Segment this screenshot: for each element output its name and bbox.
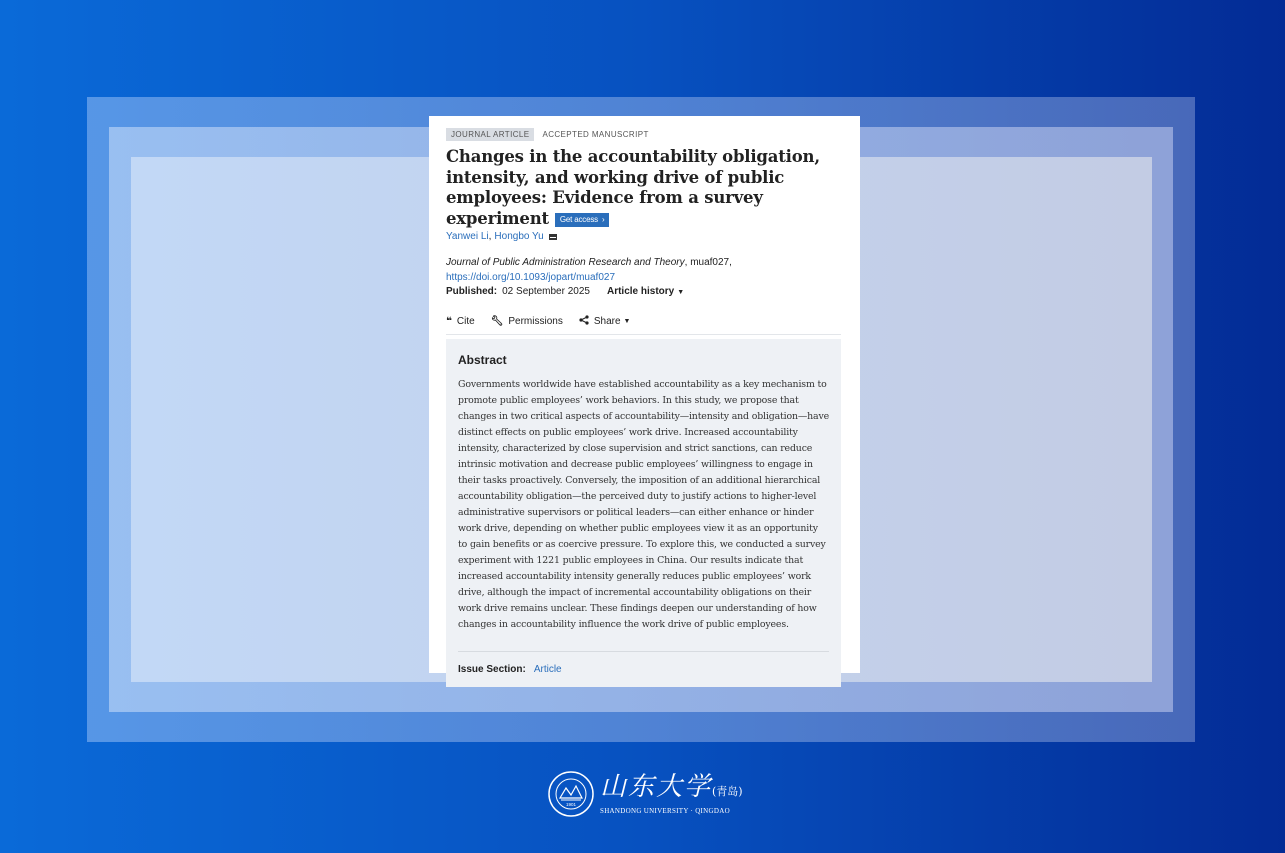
get-access-button[interactable] xyxy=(555,213,610,227)
published-date: 02 September 2025 xyxy=(502,286,590,297)
logo-wordmark xyxy=(600,773,743,815)
envelope-icon[interactable] xyxy=(549,234,557,240)
wrench-icon: 🔧︎ xyxy=(490,316,504,327)
journal-citation xyxy=(446,257,841,268)
share-button[interactable] xyxy=(579,315,631,328)
publication-info xyxy=(446,286,841,297)
author-separator: , xyxy=(488,231,492,242)
article-actions xyxy=(446,315,841,335)
logo-english-name: SHANDONG UNIVERSITY · QINGDAO xyxy=(600,807,730,815)
issue-section xyxy=(458,664,829,675)
share-label: Share xyxy=(593,316,621,327)
article-tags xyxy=(446,128,841,141)
caret-down-icon: ▼ xyxy=(677,289,685,296)
journal-name: Journal of Public Administration Research and Theory xyxy=(446,257,685,268)
share-icon xyxy=(579,315,589,328)
quote-icon: ❝ xyxy=(446,316,452,327)
tag-journal-article: JOURNAL ARTICLE xyxy=(446,128,534,141)
cite-label: Cite xyxy=(456,316,475,327)
article-card xyxy=(429,116,860,673)
issue-section-label: Issue Section: xyxy=(458,664,526,675)
abstract-panel xyxy=(446,339,841,687)
article-title-text: Changes in the accountability obligation, intensity, and working drive of public employees: Evidence from a survey experiment xyxy=(446,147,820,228)
issue-section-link[interactable]: Article xyxy=(533,664,562,675)
article-history-toggle[interactable] xyxy=(607,286,684,297)
get-access-label: Get access xyxy=(559,214,598,224)
seal-year: 1901 xyxy=(565,802,577,807)
university-seal-icon xyxy=(548,771,594,817)
doi-link[interactable]: https://doi.org/10.1093/jopart/muaf027 xyxy=(446,272,616,283)
permissions-button[interactable] xyxy=(491,316,563,327)
chevron-right-icon: › xyxy=(601,214,605,224)
university-logo xyxy=(548,770,748,818)
article-title xyxy=(446,147,841,229)
logo-chinese-name xyxy=(600,773,743,806)
journal-article-id: , muaf027, xyxy=(684,257,732,268)
author-link[interactable]: Hongbo Yu xyxy=(494,231,544,242)
logo-chinese-main: 山东大学 xyxy=(600,772,713,802)
divider xyxy=(458,651,829,652)
author-link[interactable]: Yanwei Li xyxy=(446,231,489,242)
abstract-heading: Abstract xyxy=(458,353,507,367)
abstract-body: Governments worldwide have established accountability as a key mechanism to promote public employees’ work behaviors. In this study, we propose that changes in two critical aspects of accountability—intensity and obligation—have distinct effects on public employees’ work drive. Increased accountability intensity, characterized by close supervision and strict sanctions, can reduce intrinsic motivation and decrease public employees’ willingness to engage in their tasks proactively. Conversely, the imposition of an additional hierarchical accountability obligation—the perceived duty to justify actions to higher-level administrative supervisors or political leaders—can either enhance or hinder work drive, depending on whether public employees view it as an opportunity to gain benefits or as coercive pressure. To explore this, we conducted a survey experiment with 1221 public employees in China. Our results indicate that increased accountability intensity generally reduces public employees’ work drive, although the impact of incremental accountability obligations on their work drive remains unclear. These findings deepen our understanding of how changes in accountability influence the work drive of public employees. xyxy=(458,379,829,630)
caret-down-icon: ▼ xyxy=(623,318,631,325)
tag-accepted-manuscript: ACCEPTED MANUSCRIPT xyxy=(542,130,649,139)
permissions-label: Permissions xyxy=(508,316,563,327)
author-list xyxy=(446,231,841,242)
cite-button[interactable] xyxy=(446,316,475,327)
published-label: Published: xyxy=(446,286,498,297)
article-history-label: Article history xyxy=(606,286,675,297)
logo-chinese-sub: (青岛) xyxy=(712,785,743,798)
